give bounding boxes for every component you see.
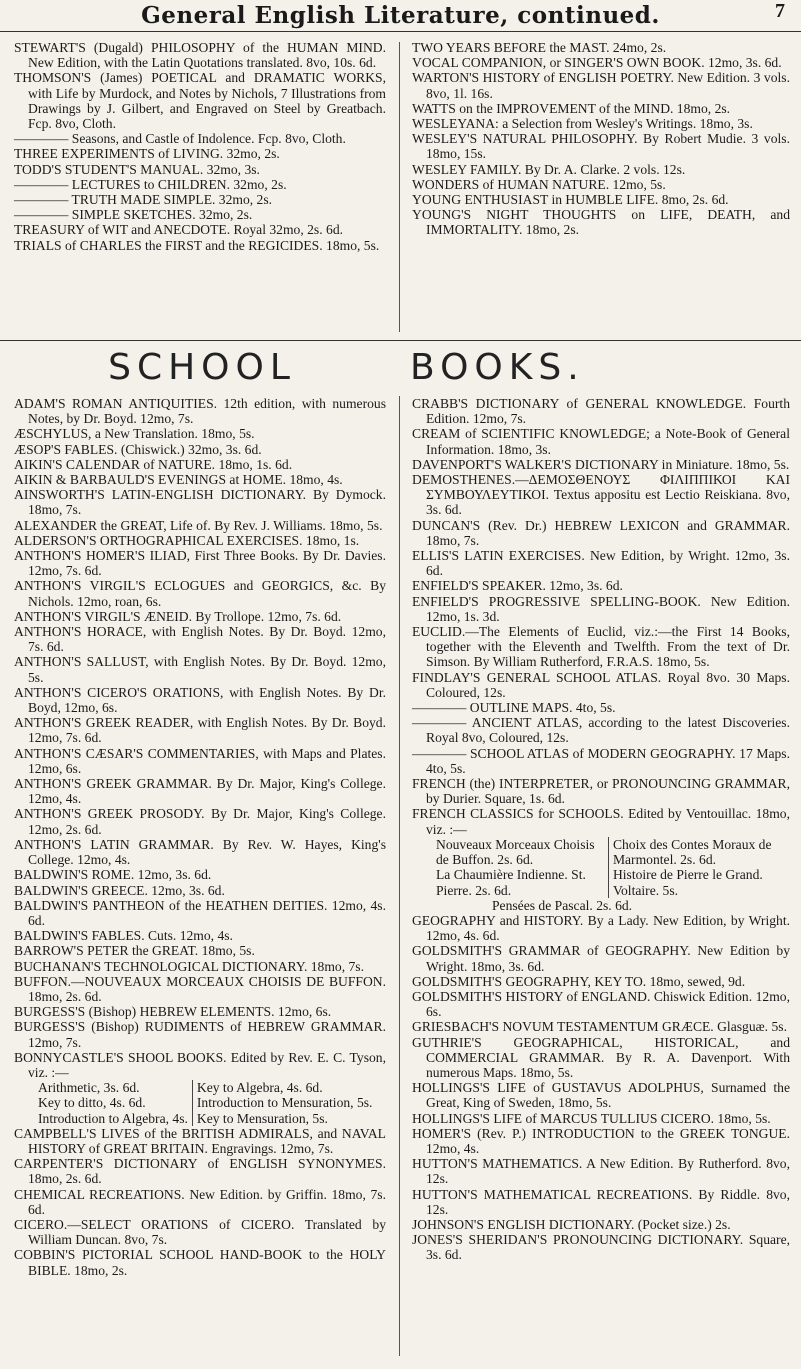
catalogue-entry: BUCHANAN'S TECHNOLOGICAL DICTIONARY. 18mo, 7s. [14,958,364,974]
catalogue-entry: WESLEYANA: a Selection from Wesley's Writings. 18mo, 3s. [412,116,753,132]
catalogue-entry: ANTHON'S VIRGIL'S ECLOGUES and GEORGICS, &c. By Nichols. 12mo, roan, 6s. [14,578,386,609]
catalogue-entry: BALDWIN'S PANTHEON of the HEATHEN DEITIES. 12mo, 4s. 6d. [14,897,386,928]
catalogue-entry: ÆSOP'S FABLES. (Chiswick.) 32mo, 3s. 6d. [14,441,262,457]
catalogue-entry: ———— SCHOOL ATLAS of MODERN GEOGRAPHY. 17 Maps. 4to, 5s. [412,745,790,776]
table-cell: Arithmetic, 3s. 6d. [38,1080,140,1096]
page-number: 7 [775,0,785,22]
catalogue-entry: DEMOSTHENES.—ΔΕΜΟΣΘΕΝΟΥΣ ΦΙΛΙΠΠΙΚΟΙ ΚΑΙ ΣΥΜΒΟΥΛΕΥΤΙΚΟΙ. Textus appositu est Lectio Reiskiana. 8vo, 3s. 6d. [412,472,790,518]
catalogue-entry: YOUNG'S NIGHT THOUGHTS on LIFE, DEATH, and IMMORTALITY. 18mo, 2s. [412,207,790,238]
catalogue-entry: AIKIN & BARBAULD'S EVENINGS at HOME. 18mo, 4s. [14,472,343,488]
catalogue-entry: BONNYCASTLE'S SHOOL BOOKS. Edited by Rev. E. C. Tyson, viz. :— [14,1049,386,1080]
catalogue-entry: JONES'S SHERIDAN'S PRONOUNCING DICTIONARY. Square, 3s. 6d. [412,1232,790,1263]
catalogue-entry: GOLDSMITH'S GEOGRAPHY, KEY TO. 18mo, sewed, 9d. [412,973,746,989]
catalogue-entry: FRENCH (the) INTERPRETER, or PRONOUNCING GRAMMAR, by Durier. Square, 1s. 6d. [412,776,790,807]
table-cell: Introduction to Mensuration, 5s. [192,1095,376,1110]
catalogue-entry: VOCAL COMPANION, or SINGER'S OWN BOOK. 12mo, 3s. 6d. [412,55,782,71]
catalogue-entry: ———— Seasons, and Castle of Indolence. Fcp. 8vo, Cloth. [14,131,346,147]
catalogue-entry: GRIESBACH'S NOVUM TESTAMENTUM GRÆCE. Glasguæ. 5s. [412,1019,787,1035]
catalogue-entry: ANTHON'S GREEK READER, with English Notes. By Dr. Boyd. 12mo, 7s. 6d. [14,715,386,746]
catalogue-entry: ELLIS'S LATIN EXERCISES. New Edition, by Wright. 12mo, 3s. 6d. [412,548,790,579]
catalogue-entry: BUFFON.—NOUVEAUX MORCEAUX CHOISIS DE BUFFON. 18mo, 2s. 6d. [14,973,386,1004]
catalogue-entry: ANTHON'S CÆSAR'S COMMENTARIES, with Maps and Plates. 12mo, 6s. [14,745,386,776]
table-cell: Key to Mensuration, 5s. [192,1111,376,1126]
header-rule [0,31,801,32]
catalogue-entry: HUTTON'S MATHEMATICS. A New Edition. By Rutherford. 8vo, 12s. [412,1156,790,1187]
table-cell: Introduction to Algebra, 4s. [38,1110,188,1126]
catalogue-entry: GUTHRIE'S GEOGRAPHICAL, HISTORICAL, and COMMERCIAL GRAMMAR. By R. A. Davenport. With numerous Maps. 18mo, 5s. [412,1034,790,1080]
books-banner: BOOKS. [410,347,585,388]
catalogue-entry: COBBIN'S PICTORIAL SCHOOL HAND-BOOK to the HOLY BIBLE. 18mo, 2s. [14,1247,386,1278]
catalogue-entry: EUCLID.—The Elements of Euclid, viz.:—the First 14 Books, together with the Eleventh and Twelfth. From the text of Dr. Simson. By William Rutherford, F.R.A.S. 18mo, 5s. [412,624,790,670]
catalogue-entry: HOLLINGS'S LIFE of GUSTAVUS ADOLPHUS, Surnamed the Great, King of Sweden, 18mo, 5s. [412,1080,790,1111]
catalogue-entry: ANTHON'S HORACE, with English Notes. By Dr. Boyd. 12mo, 7s. 6d. [14,624,386,655]
page-header: General English Literature, continued. [141,2,660,29]
catalogue-entry: CREAM of SCIENTIFIC KNOWLEDGE; a Note-Book of General Information. 18mo, 3s. [412,426,790,457]
table-cell: Key to ditto, 4s. 6d. [38,1095,146,1111]
catalogue-entry: CARPENTER'S DICTIONARY of ENGLISH SYNONYMES. 18mo, 2s. 6d. [14,1156,386,1187]
catalogue-entry: GOLDSMITH'S GRAMMAR of GEOGRAPHY. New Edition by Wright. 18mo, 3s. 6d. [412,943,790,974]
catalogue-entry: ENFIELD'S SPEAKER. 12mo, 3s. 6d. [412,578,623,594]
catalogue-entry: HOLLINGS'S LIFE of MARCUS TULLIUS CICERO. 18mo, 5s. [412,1110,771,1126]
catalogue-entry: CAMPBELL'S LIVES of the BRITISH ADMIRALS, and NAVAL HISTORY of GREAT BRITAIN. Engravings. 12mo, 7s. [14,1125,386,1156]
catalogue-entry: AIKIN'S CALENDAR of NATURE. 18mo, 1s. 6d. [14,456,293,472]
column-divider-main [399,396,400,1356]
catalogue-entry: ———— ANCIENT ATLAS, according to the latest Discoveries. Royal 8vo, Coloured, 12s. [412,715,790,746]
french-classics-table [432,837,790,898]
catalogue-entry: ADAM'S ROMAN ANTIQUITIES. 12th edition, with numerous Notes, by Dr. Boyd. 12mo, 7s. [14,396,386,427]
top-right-column [412,40,790,238]
bonnycastle-table [34,1080,376,1126]
catalogue-entry: GOLDSMITH'S HISTORY of ENGLAND. Chiswick Edition. 12mo, 6s. [412,988,790,1020]
school-banner: SCHOOL [108,347,296,388]
catalogue-entry: ———— TRUTH MADE SIMPLE. 32mo, 2s. [14,192,273,208]
catalogue-entry: CHEMICAL RECREATIONS. New Edition. by Griffin. 18mo, 7s. 6d. [14,1186,386,1217]
table-cell: Nouveaux Morceaux Choisis de Buffon. 2s. 6d. [436,836,595,868]
catalogue-entry: ———— SIMPLE SKETCHES. 32mo, 2s. [14,207,253,223]
catalogue-entry: ANTHON'S SALLUST, with English Notes. By Dr. Boyd. 12mo, 5s. [14,654,386,685]
catalogue-entry: THOMSON'S (James) POETICAL and DRAMATIC WORKS, with Life by Murdock, and Notes by Nichols, 7 Illustrations from Drawings by J. Gilbert, and Engraved on Steel by Greatbach. Fcp. 8vo, Cloth. [14,70,386,132]
catalogue-entry: BURGESS'S (Bishop) RUDIMENTS of HEBREW GRAMMAR. 12mo, 7s. [14,1019,386,1050]
french-tail: Pensées de Pascal. 2s. 6d. [492,897,633,913]
table-cell: La Chaumière Indienne. St. Pierre. 2s. 6d. [436,867,586,898]
top-left-column [14,40,386,253]
catalogue-entry: TODD'S STUDENT'S MANUAL. 32mo, 3s. [14,161,260,177]
catalogue-entry: CICERO.—SELECT ORATIONS of CICERO. Translated by William Duncan. 8vo, 7s. [14,1216,386,1248]
catalogue-entry: WATTS on the IMPROVEMENT of the MIND. 18mo, 2s. [412,100,731,116]
catalogue-entry: BALDWIN'S GREECE. 12mo, 3s. 6d. [14,882,225,898]
catalogue-entry: ANTHON'S GREEK GRAMMAR. By Dr. Major, King's College. 12mo, 4s. [14,776,386,807]
catalogue-entry: ANTHON'S VIRGIL'S ÆNEID. By Trollope. 12mo, 7s. 6d. [14,608,342,624]
catalogue-entry: ———— LECTURES to CHILDREN. 32mo, 2s. [14,176,287,192]
catalogue-entry: DAVENPORT'S WALKER'S DICTIONARY in Miniature. 18mo, 5s. [412,456,790,472]
catalogue-entry: THREE EXPERIMENTS of LIVING. 32mo, 2s. [14,146,280,162]
table-cell: Choix des Contes Moraux de Marmontel. 2s. 6d. [608,837,790,867]
catalogue-entry: ALEXANDER the GREAT, Life of. By Rev. J. Williams. 18mo, 5s. [14,517,383,533]
right-column [412,396,790,1263]
catalogue-entry: TWO YEARS BEFORE the MAST. 24mo, 2s. [412,40,667,55]
catalogue-entry: CRABB'S DICTIONARY of GENERAL KNOWLEDGE. Fourth Edition. 12mo, 7s. [412,396,790,427]
catalogue-entry: WESLEY'S NATURAL PHILOSOPHY. By Robert Mudie. 3 vols. 18mo, 15s. [412,131,790,162]
catalogue-entry: ANTHON'S LATIN GRAMMAR. By Rev. W. Hayes, King's College. 12mo, 4s. [14,836,386,868]
left-column [14,396,386,1278]
catalogue-entry: BALDWIN'S FABLES. Cuts. 12mo, 4s. [14,928,233,944]
column-divider-top [399,42,400,332]
catalogue-entry: BARROW'S PETER the GREAT. 18mo, 5s. [14,943,255,959]
catalogue-entry: YOUNG ENTHUSIAST in HUMBLE LIFE. 8mo, 2s. 6d. [412,192,729,208]
catalogue-entry: ENFIELD'S PROGRESSIVE SPELLING-BOOK. New Edition. 12mo, 1s. 3d. [412,593,790,624]
catalogue-entry: GEOGRAPHY and HISTORY. By a Lady. New Edition, by Wright. 12mo, 4s. 6d. [412,912,790,944]
catalogue-entry: ANTHON'S CICERO'S ORATIONS, with English Notes. By Dr. Boyd, 12mo, 6s. [14,684,386,716]
catalogue-entry: STEWART'S (Dugald) PHILOSOPHY of the HUMAN MIND. New Edition, with the Latin Quotations translated. 8vo, 10s. 6d. [14,40,386,71]
catalogue-entry: HOMER'S (Rev. P.) INTRODUCTION to the GREEK TONGUE. 12mo, 4s. [412,1125,790,1156]
table-cell: Key to Algebra, 4s. 6d. [192,1080,376,1095]
catalogue-entry: JOHNSON'S ENGLISH DICTIONARY. (Pocket size.) 2s. [412,1216,731,1232]
catalogue-entry: ANTHON'S GREEK PROSODY. By Dr. Major, King's College. 12mo, 2s. 6d. [14,806,386,837]
catalogue-entry: ÆSCHYLUS, a New Translation. 18mo, 5s. [14,426,255,442]
catalogue-entry: WARTON'S HISTORY of ENGLISH POETRY. New Edition. 3 vols. 8vo, 1l. 16s. [412,70,790,101]
catalogue-entry: FRENCH CLASSICS for SCHOOLS. Edited by Ventouillac. 18mo, viz. :— [412,806,790,837]
catalogue-entry: DUNCAN'S (Rev. Dr.) HEBREW LEXICON and GRAMMAR. 18mo, 7s. [412,517,790,548]
catalogue-entry: BURGESS'S (Bishop) HEBREW ELEMENTS. 12mo, 6s. [14,1004,332,1020]
catalogue-entry: TREASURY of WIT and ANECDOTE. Royal 32mo, 2s. 6d. [14,222,344,238]
section-rule [0,340,801,341]
catalogue-entry: HUTTON'S MATHEMATICAL RECREATIONS. By Riddle. 8vo, 12s. [412,1186,790,1217]
catalogue-entry: TRIALS of CHARLES the FIRST and the REGICIDES. 18mo, 5s. [14,237,380,253]
catalogue-entry: AINSWORTH'S LATIN-ENGLISH DICTIONARY. By Dymock. 18mo, 7s. [14,487,386,518]
catalogue-entry: ANTHON'S HOMER'S ILIAD, First Three Books. By Dr. Davies. 12mo, 7s. 6d. [14,548,386,579]
table-cell: Histoire de Pierre le Grand. Voltaire. 5s. [608,867,790,897]
catalogue-entry: ALDERSON'S ORTHOGRAPHICAL EXERCISES. 18mo, 1s. [14,532,360,548]
catalogue-entry: ———— OUTLINE MAPS. 4to, 5s. [412,700,616,716]
catalogue-entry: WONDERS of HUMAN NATURE. 12mo, 5s. [412,176,666,192]
catalogue-entry: WESLEY FAMILY. By Dr. A. Clarke. 2 vols. 12s. [412,161,686,177]
catalogue-entry: FINDLAY'S GENERAL SCHOOL ATLAS. Royal 8vo. 30 Maps. Coloured, 12s. [412,669,790,700]
catalogue-entry: BALDWIN'S ROME. 12mo, 3s. 6d. [14,867,212,883]
